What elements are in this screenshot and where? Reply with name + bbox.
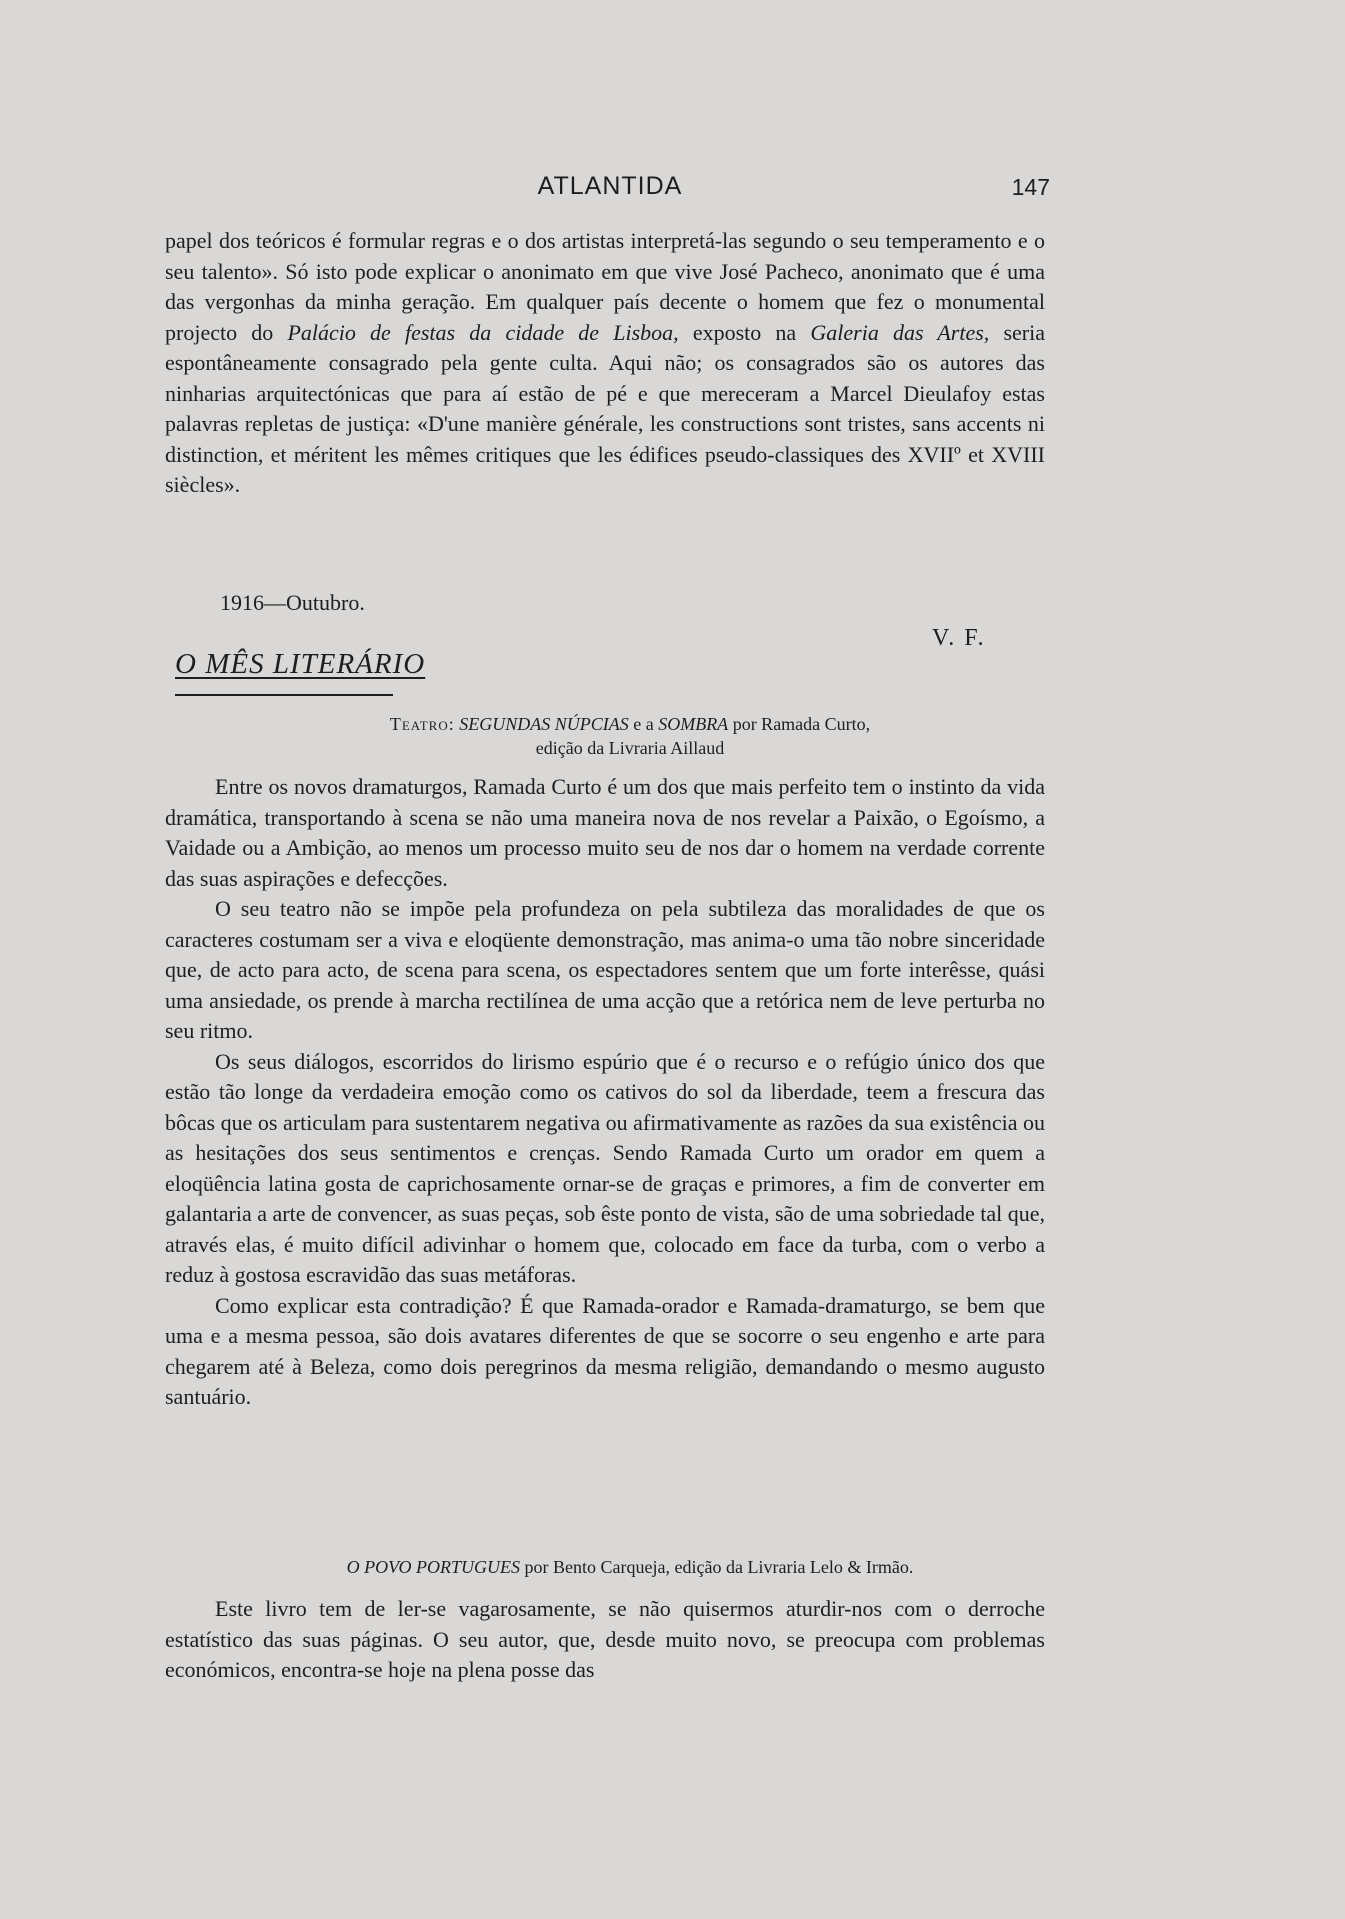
- review-title: O POVO PORTUGUES: [346, 1557, 521, 1577]
- review-title-1: SEGUNDAS NÚPCIAS: [459, 714, 629, 734]
- review-body: [165, 772, 1045, 1413]
- body-paragraph: Este livro tem de ler-se vagarosamente, se não quisermos aturdir-nos com o derroche estatístico das suas páginas. O seu autor, que, desde muito novo, se preocupa com problemas económicos, encontra-se hoje na plena posse das: [165, 1596, 1045, 1682]
- review-2-body: [165, 1594, 1045, 1686]
- page-number: 147: [1011, 174, 1050, 200]
- section-title: O MÊS LITERÁRIO: [175, 648, 426, 680]
- review-heading-2: [220, 1555, 1040, 1579]
- italic-title-palacio: Palácio de festas da cidade de Lisboa,: [287, 319, 679, 345]
- body-paragraph: [165, 226, 1045, 501]
- text-run: e a: [628, 714, 659, 734]
- text-run: seria espontâneamente consagrado pela gente culta. Aqui não; os consagrados são os autores das ninharias arquitectónicas que para aí estão de pé e que mereceram a Marcel Dieulafoy estas palavras repletas de justiça: «D'une manière générale, les constructions sont tristes, sans accents ni distinction, et méritent les mêmes critiques que les édifices pseudo-classiques des XVIIº et XVIII siècles».: [165, 319, 1046, 497]
- body-paragraph: Entre os novos dramaturgos, Ramada Curto é um dos que mais perfeito tem o instinto da vida dramática, transportando à scena se não uma maneira nova de nos revelar a Paixão, o Egoísmo, a Vaidade ou a Ambição, ao menos um processo muito seu de nos dar o homem na verdade corrente das suas aspirações e defecções.: [165, 774, 1045, 891]
- review-title-2: SOMBRA: [658, 714, 729, 734]
- review-edition: edição da Livraria Aillaud: [535, 738, 725, 758]
- body-paragraph: Os seus diálogos, escorridos do lirismo espúrio que é o recurso e o refúgio único dos que estão tão longe da verdadeira emoção como os cativos do sol da liberdade, teem a frescura das bôcas que os articulam para sustentarem negativa ou afirmativamente as razões da sua existência ou as hesitações dos seus sentimentos e crenças. Sendo Ramada Curto um orador em quem a eloqüência latina gosta de caprichosamente ornar-se de graças e primores, a fim de converter em galantaria a arte de convencer, as suas peças, sob êste ponto de vista, são de uma sobriedade tal que, através elas, é muito difícil adivinhar o homem que, colocado em face da turba, com o verbo a reduz à gostosa escravidão das suas metáforas.: [165, 1048, 1045, 1287]
- review-byline: por Ramada Curto,: [728, 714, 871, 734]
- text-run: papel dos teóricos é formular regras e o dos artistas interpretá-las segundo o seu temperamento e o seu talento». Só isto pode explicar o anonimato em que vive José Pacheco, anonimato que é uma das vergonhas da minha geração. Em qualquer país decente o homem que fez o monumental projecto do: [165, 228, 1045, 345]
- review-heading-2-line: [220, 1555, 1040, 1579]
- review-label: Teatro:: [389, 714, 455, 734]
- review-heading-line1: [220, 712, 1040, 736]
- dateline: 1916—Outubro.: [220, 590, 365, 615]
- author-signature: V. F.: [932, 625, 986, 651]
- review-byline: por Bento Carqueja, edição da Livraria Lelo & Irmão.: [520, 1557, 914, 1577]
- review-heading: [220, 712, 1040, 760]
- journal-title: ATLANTIDA: [537, 172, 683, 200]
- running-header: [170, 172, 1050, 206]
- body-paragraph: Como explicar esta contradição? É que Ramada-orador e Ramada-dramaturgo, se bem que uma e a mesma pessoa, são dois avatares diferentes de que se socorre o seu engenho e arte para chegarem até à Beleza, como dois peregrinos da mesma religião, demandando o mesmo augusto santuário.: [165, 1292, 1045, 1409]
- title-underline-rule: [175, 694, 393, 696]
- body-paragraph: O seu teatro não se impõe pela profundeza on pela subtileza das moralidades de que os caracteres costumam ser a viva e eloqüente demonstração, mas anima-o uma tão nobre sinceridade que, de acto para acto, de scena para scena, os espectadores sentem que um forte interêsse, quási uma ansiedade, os prende à marcha rectilínea de uma acção que a retórica nem de leve perturba no seu ritmo.: [165, 896, 1045, 1043]
- text-run: exposto na: [678, 319, 811, 345]
- italic-title-galeria: Galeria das Artes,: [810, 319, 990, 345]
- paragraph-continuation: [165, 226, 1045, 501]
